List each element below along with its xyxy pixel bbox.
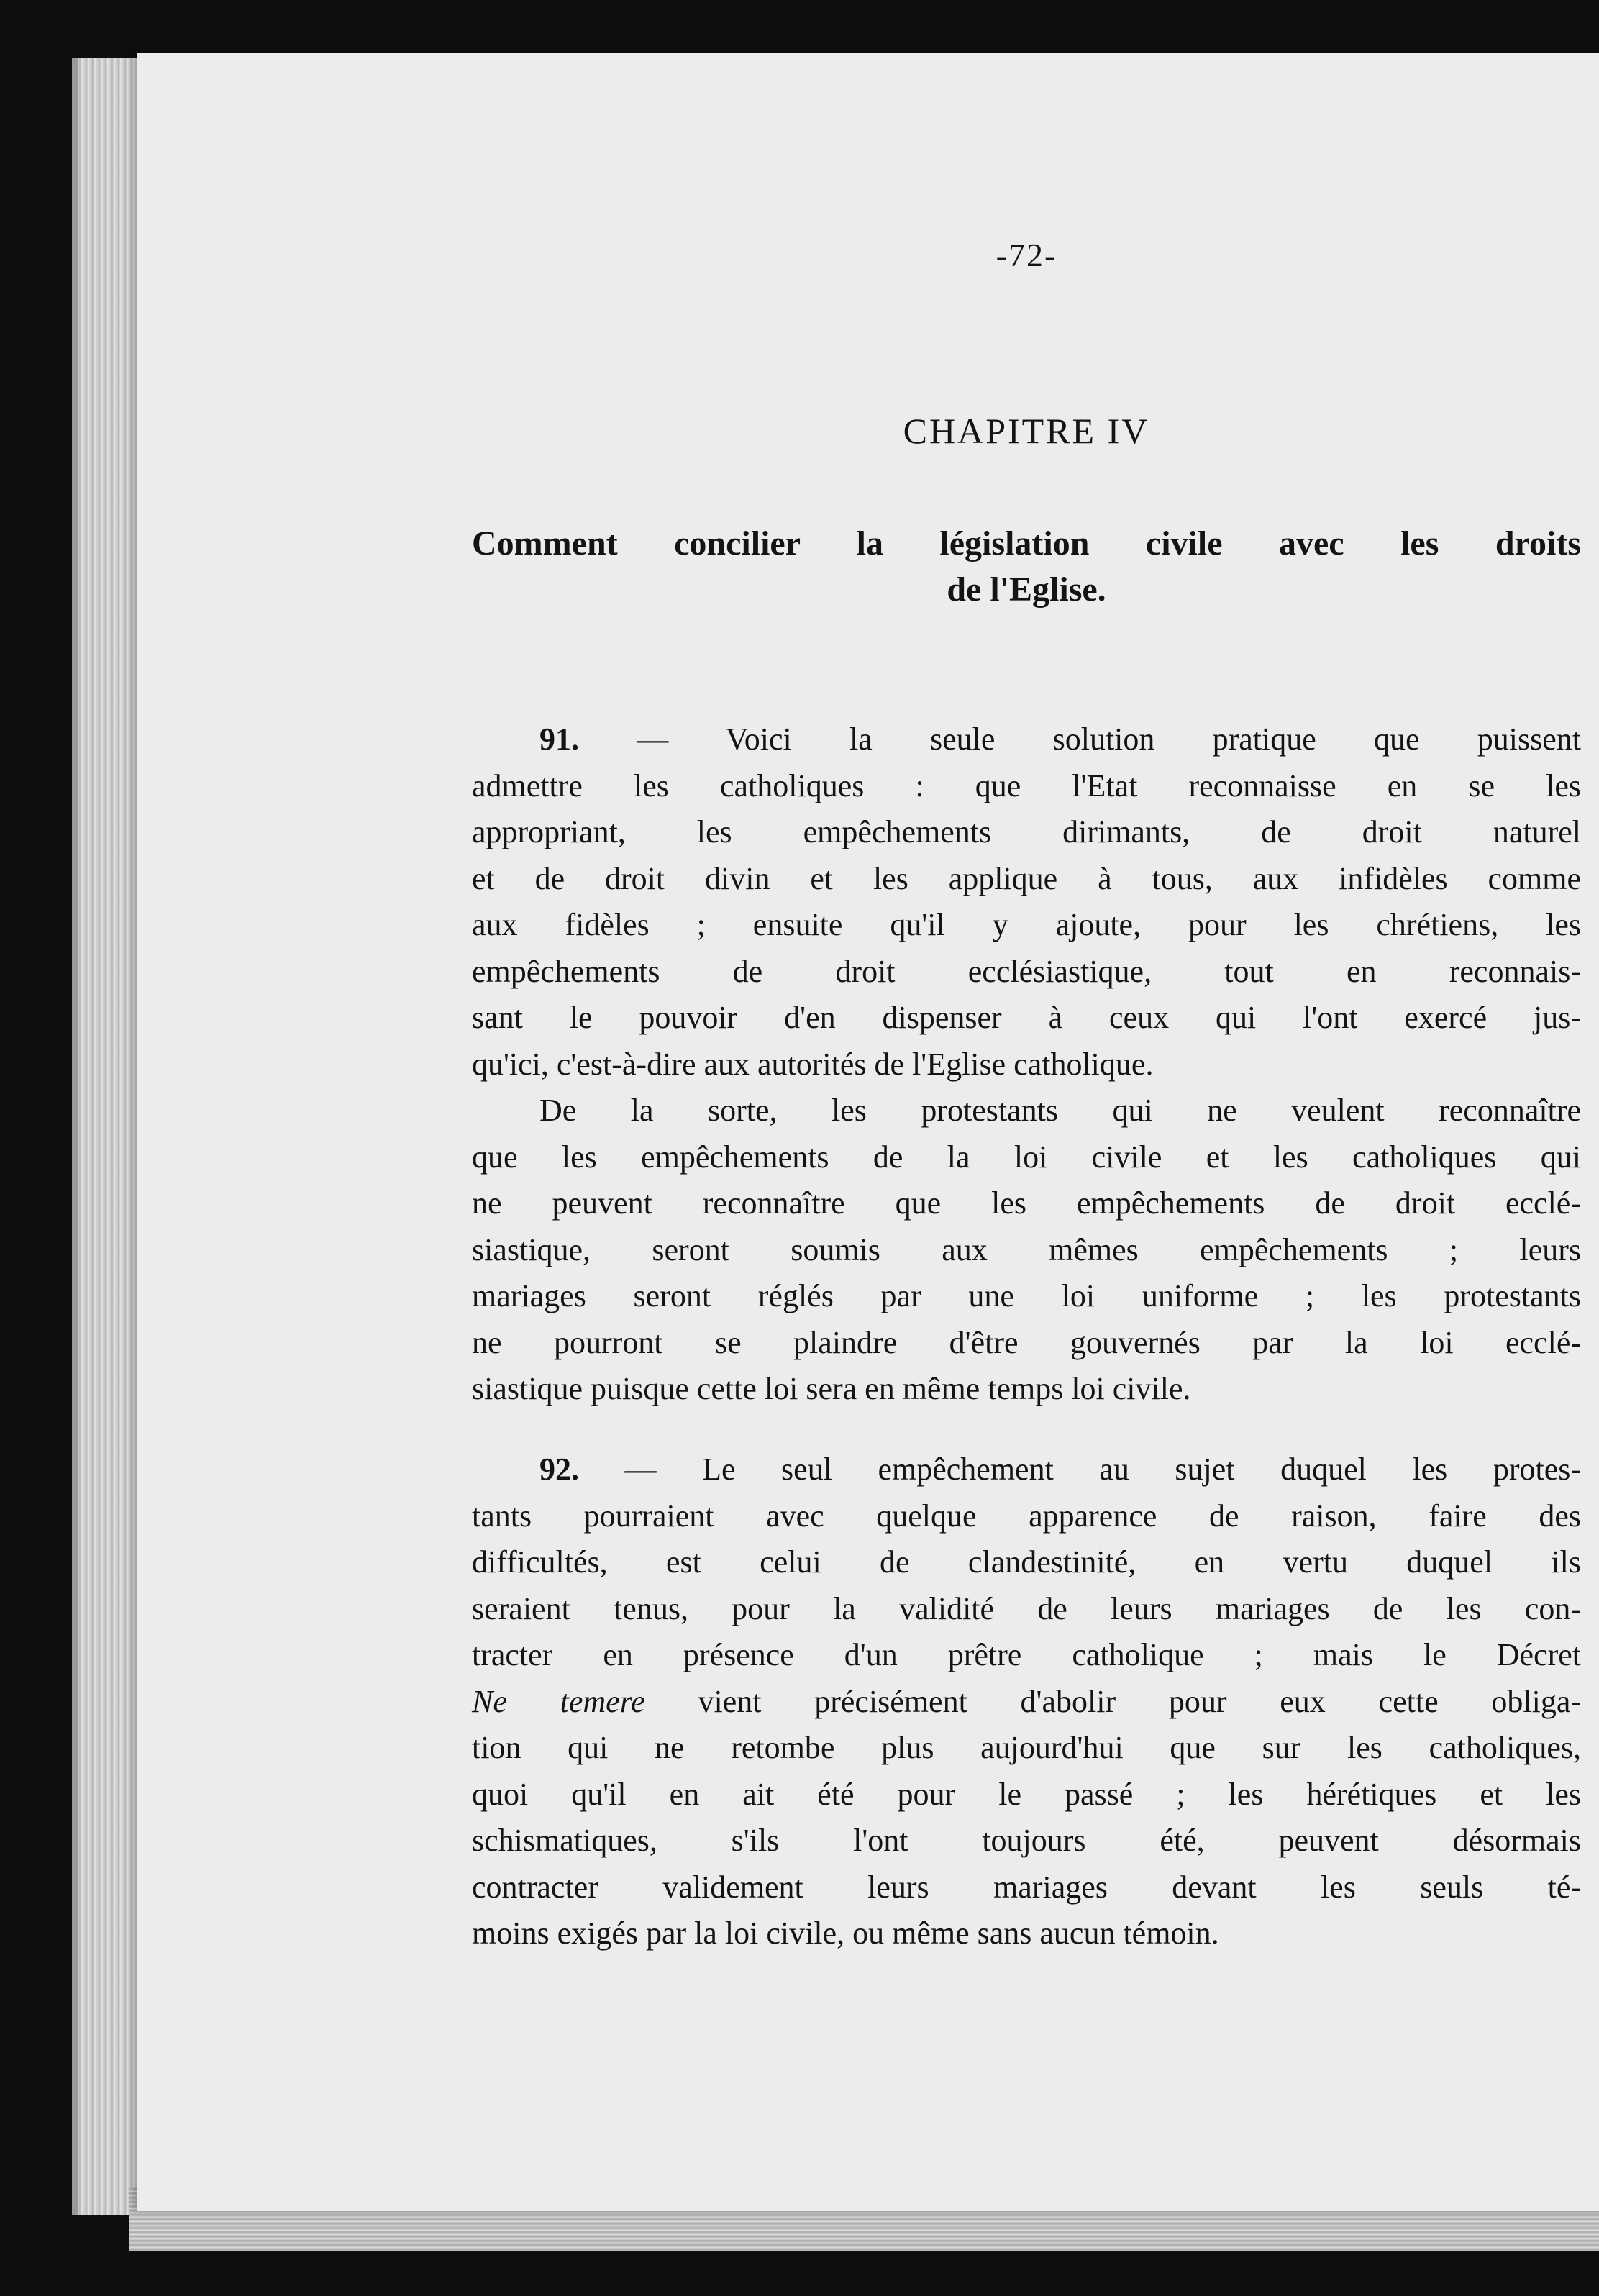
page-sheet	[137, 53, 1599, 2211]
chapter-title	[472, 521, 1581, 613]
paragraph-line: seraient tenus, pour la validité de leurs mariages de les con-	[472, 1590, 1581, 1626]
paragraph-line: tracter en présence d'un prêtre catholique ; mais le Décret	[472, 1637, 1581, 1672]
paragraph-line: qu'ici, c'est-à-dire aux autorités de l'Eglise catholique.	[472, 1046, 1154, 1082]
paragraph-de-la-sorte	[472, 1088, 1581, 1413]
paragraph-line: que les empêchements de la loi civile et les catholiques qui	[472, 1139, 1581, 1175]
paragraph-line: ne peuvent reconnaître que les empêchements de droit ecclé-	[472, 1185, 1581, 1221]
paragraph-line: sant le pouvoir d'en dispenser à ceux qui l'ont exercé jus-	[472, 1000, 1581, 1035]
paragraph-line	[472, 1447, 1581, 1493]
paragraph-line: empêchements de droit ecclésiastique, tout en reconnais-	[472, 953, 1581, 989]
paragraph-line: tants pourraient avec quelque apparence de raison, faire des	[472, 1498, 1581, 1534]
chapter-title-line: de l'Eglise.	[947, 570, 1106, 609]
paragraph-91	[472, 716, 1581, 1088]
chapter-title-line: Comment concilier la législation civile avec les droits	[472, 524, 1581, 562]
paragraph-line	[472, 716, 1581, 763]
page-number: -72-	[996, 237, 1057, 273]
paragraph-line: et de droit divin et les applique à tous, aux infidèles comme	[472, 860, 1581, 896]
paragraph-line: ne pourront se plaindre d'être gouvernés par la loi ecclé-	[472, 1324, 1581, 1360]
paragraph-text: — Voici la seule solution pratique que puissent	[579, 721, 1581, 757]
paragraph-line: tion qui ne retombe plus aujourd'hui que sur les catholiques,	[472, 1730, 1581, 1765]
paragraph-number: 91.	[539, 721, 579, 757]
paragraph-line: schismatiques, s'ils l'ont toujours été, peuvent désormais	[472, 1823, 1581, 1858]
italic-decree-name: Ne temere	[472, 1683, 645, 1719]
paragraph-line: mariages seront réglés par une loi uniforme ; les protestants	[472, 1278, 1581, 1313]
paragraph-line: difficultés, est celui de clandestinité, en vertu duquel ils	[472, 1544, 1581, 1580]
paragraph-line: De la sorte, les protestants qui ne veulent reconnaître	[539, 1093, 1581, 1128]
paragraph-line: aux fidèles ; ensuite qu'il y ajoute, pour les chrétiens, les	[472, 907, 1581, 942]
paragraph-line: siastique puisque cette loi sera en même temps loi civile.	[472, 1371, 1191, 1406]
paragraph-line: siastique, seront soumis aux mêmes empêchements ; leurs	[472, 1231, 1581, 1267]
paragraph-text: vient précisément d'abolir pour eux cette obliga-	[698, 1683, 1581, 1719]
paragraph-number: 92.	[539, 1452, 579, 1487]
paragraph-text: — Le seul empêchement au sujet duquel les protes-	[579, 1452, 1581, 1487]
paragraph-line: appropriant, les empêchements dirimants, de droit naturel	[472, 814, 1581, 849]
paragraph-92	[472, 1447, 1581, 1957]
paragraph-line: contracter validement leurs mariages devant les seuls té-	[472, 1869, 1581, 1905]
paragraph-line: moins exigés par la loi civile, ou même sans aucun témoin.	[472, 1915, 1219, 1951]
paragraph-line	[472, 1679, 1581, 1726]
chapter-heading: CHAPITRE IV	[903, 411, 1150, 451]
paragraph-line: admettre les catholiques : que l'Etat reconnaisse en se les	[472, 767, 1581, 803]
paragraph-line: quoi qu'il en ait été pour le passé ; les hérétiques et les	[472, 1776, 1581, 1812]
